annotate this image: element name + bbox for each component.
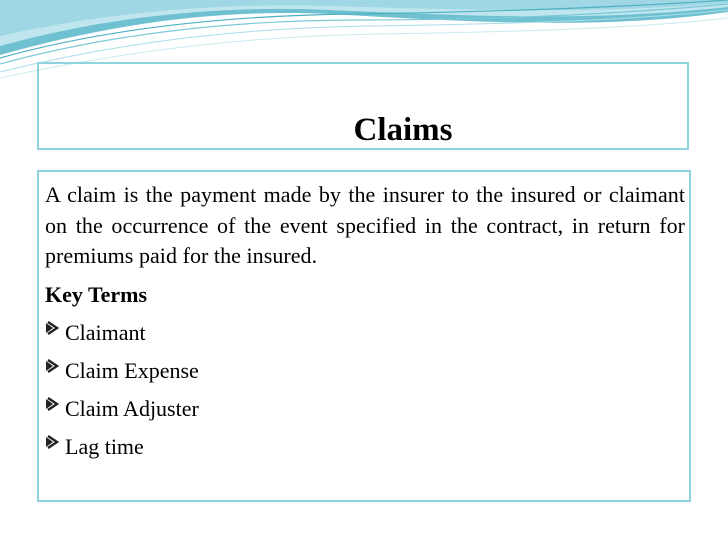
list-item	[45, 355, 685, 393]
term-label: Lag time	[65, 433, 144, 459]
slide-title: Claims	[353, 112, 453, 148]
arrow-bullet-icon	[45, 433, 65, 451]
arrow-bullet-icon	[45, 319, 65, 337]
title-box	[37, 62, 689, 150]
term-label: Claim Adjuster	[65, 395, 199, 421]
term-label: Claimant	[65, 319, 146, 345]
list-item	[45, 393, 685, 431]
arrow-bullet-icon	[45, 395, 65, 413]
intro-paragraph: A claim is the payment made by the insurer to the insured or claimant on the occurrence of the event specified in the contract, in return for premiums paid for the insured.	[45, 182, 685, 268]
content-box	[37, 170, 691, 502]
term-label: Claim Expense	[65, 357, 199, 383]
list-item	[45, 317, 685, 355]
key-terms-list	[45, 317, 685, 469]
list-item	[45, 431, 685, 469]
arrow-bullet-icon	[45, 357, 65, 375]
key-terms-heading: Key Terms	[45, 281, 148, 307]
